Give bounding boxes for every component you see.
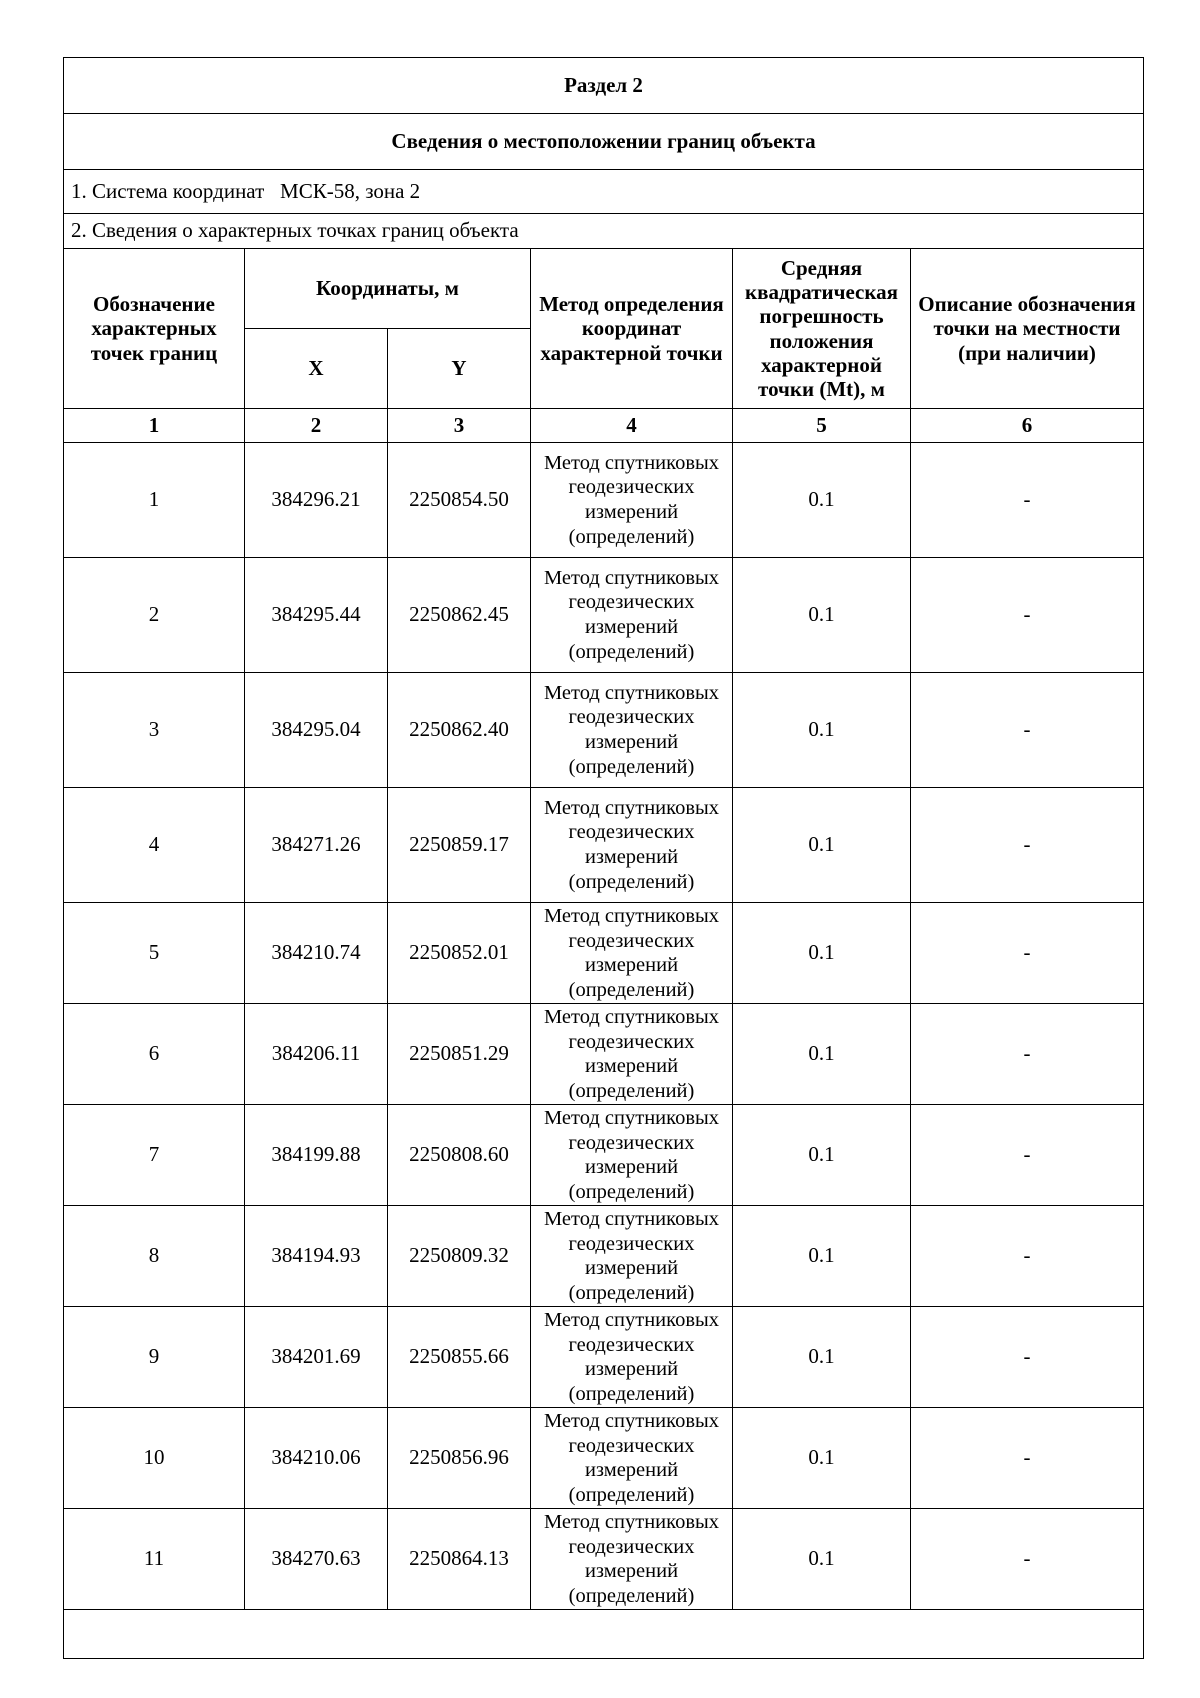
header-x: X [245, 329, 388, 409]
point-number-cell: 6 [64, 1004, 245, 1105]
method-text: Метод спутниковых геодезических измерений (определений) [543, 566, 720, 663]
y-coordinate-cell: 2250855.66 [388, 1307, 531, 1408]
point-number-cell: 10 [64, 1408, 245, 1509]
error-cell: 0.1 [733, 788, 911, 903]
method-cell [531, 558, 733, 673]
point-number-cell: 9 [64, 1307, 245, 1408]
header-designation: Обозначение характерных точек границ [64, 249, 245, 409]
point-number-cell: 1 [64, 443, 245, 558]
table-row [64, 443, 1144, 558]
error-cell: 0.1 [733, 443, 911, 558]
table-row [64, 1004, 1144, 1105]
method-text: Метод спутниковых геодезических измерений (определений) [543, 681, 720, 778]
description-cell: - [911, 673, 1144, 788]
method-cell [531, 1004, 733, 1105]
coord-system-row [64, 170, 1144, 214]
error-cell: 0.1 [733, 1206, 911, 1307]
x-coordinate-cell: 384194.93 [245, 1206, 388, 1307]
method-text: Метод спутниковых геодезических измерений (определений) [543, 1208, 720, 1304]
method-cell [531, 788, 733, 903]
y-coordinate-cell: 2250851.29 [388, 1004, 531, 1105]
table-row [64, 1408, 1144, 1509]
description-cell: - [911, 1509, 1144, 1610]
document-page [63, 57, 1143, 1659]
table-row [64, 1105, 1144, 1206]
point-number-cell: 3 [64, 673, 245, 788]
x-coordinate-cell: 384296.21 [245, 443, 388, 558]
method-cell [531, 673, 733, 788]
x-coordinate-cell: 384206.11 [245, 1004, 388, 1105]
error-cell: 0.1 [733, 673, 911, 788]
point-number-cell: 2 [64, 558, 245, 673]
coord-system-label: 1. Система координат [71, 178, 265, 203]
method-cell [531, 1206, 733, 1307]
y-coordinate-cell: 2250856.96 [388, 1408, 531, 1509]
method-cell [531, 443, 733, 558]
header-coords: Координаты, м [245, 249, 531, 329]
description-cell: - [911, 558, 1144, 673]
x-coordinate-cell: 384210.74 [245, 903, 388, 1004]
x-coordinate-cell: 384295.04 [245, 673, 388, 788]
x-coordinate-cell: 384201.69 [245, 1307, 388, 1408]
error-cell: 0.1 [733, 903, 911, 1004]
table-row [64, 673, 1144, 788]
description-cell: - [911, 443, 1144, 558]
description-cell: - [911, 903, 1144, 1004]
column-number: 1 [64, 409, 245, 443]
table-row [64, 788, 1144, 903]
section-subtitle: Сведения о местоположении границ объекта [64, 114, 1144, 170]
method-cell [531, 1105, 733, 1206]
x-coordinate-cell: 384210.06 [245, 1408, 388, 1509]
footer-row [64, 1610, 1144, 1659]
point-number-cell: 7 [64, 1105, 245, 1206]
y-coordinate-cell: 2250862.45 [388, 558, 531, 673]
error-cell: 0.1 [733, 1307, 911, 1408]
method-text: Метод спутниковых геодезических измерений (определений) [543, 1511, 720, 1607]
y-coordinate-cell: 2250864.13 [388, 1509, 531, 1610]
y-coordinate-cell: 2250854.50 [388, 443, 531, 558]
y-coordinate-cell: 2250808.60 [388, 1105, 531, 1206]
description-cell: - [911, 1004, 1144, 1105]
table-row [64, 1206, 1144, 1307]
method-cell [531, 903, 733, 1004]
header-error: Средняя квадратическая погрешность положения характерной точки (Mt), м [733, 249, 911, 409]
error-cell: 0.1 [733, 1408, 911, 1509]
header-description: Описание обозначения точки на местности (при наличии) [911, 249, 1144, 409]
method-text: Метод спутниковых геодезических измерений (определений) [543, 1107, 720, 1203]
description-cell: - [911, 1206, 1144, 1307]
table-row [64, 558, 1144, 673]
method-text: Метод спутниковых геодезических измерений (определений) [543, 905, 720, 1001]
method-text: Метод спутниковых геодезических измерений (определений) [543, 451, 720, 548]
coord-system-value: МСК-58, зона 2 [280, 178, 421, 203]
table-row [64, 1509, 1144, 1610]
error-cell: 0.1 [733, 558, 911, 673]
method-cell [531, 1408, 733, 1509]
x-coordinate-cell: 384295.44 [245, 558, 388, 673]
error-cell: 0.1 [733, 1004, 911, 1105]
x-coordinate-cell: 384199.88 [245, 1105, 388, 1206]
y-coordinate-cell: 2250809.32 [388, 1206, 531, 1307]
y-coordinate-cell: 2250859.17 [388, 788, 531, 903]
points-title: 2. Сведения о характерных точках границ объекта [64, 214, 1144, 249]
method-cell [531, 1307, 733, 1408]
column-number: 3 [388, 409, 531, 443]
column-number: 2 [245, 409, 388, 443]
boundary-table [63, 57, 1144, 1659]
header-y: Y [388, 329, 531, 409]
description-cell: - [911, 1105, 1144, 1206]
point-number-cell: 5 [64, 903, 245, 1004]
method-cell [531, 1509, 733, 1610]
x-coordinate-cell: 384270.63 [245, 1509, 388, 1610]
table-row [64, 1307, 1144, 1408]
error-cell: 0.1 [733, 1105, 911, 1206]
table-row [64, 903, 1144, 1004]
point-number-cell: 11 [64, 1509, 245, 1610]
method-text: Метод спутниковых геодезических измерений (определений) [543, 1410, 720, 1506]
column-number: 6 [911, 409, 1144, 443]
header-method: Метод определения координат характерной точки [531, 249, 733, 409]
description-cell: - [911, 788, 1144, 903]
y-coordinate-cell: 2250862.40 [388, 673, 531, 788]
column-number: 4 [531, 409, 733, 443]
footer-cell [64, 1610, 1144, 1659]
method-text: Метод спутниковых геодезических измерений (определений) [543, 1309, 720, 1405]
method-text: Метод спутниковых геодезических измерений (определений) [543, 1006, 720, 1102]
description-cell: - [911, 1408, 1144, 1509]
x-coordinate-cell: 384271.26 [245, 788, 388, 903]
description-cell: - [911, 1307, 1144, 1408]
y-coordinate-cell: 2250852.01 [388, 903, 531, 1004]
error-cell: 0.1 [733, 1509, 911, 1610]
method-text: Метод спутниковых геодезических измерений (определений) [543, 796, 720, 893]
point-number-cell: 8 [64, 1206, 245, 1307]
section-title: Раздел 2 [64, 58, 1144, 114]
column-number: 5 [733, 409, 911, 443]
point-number-cell: 4 [64, 788, 245, 903]
